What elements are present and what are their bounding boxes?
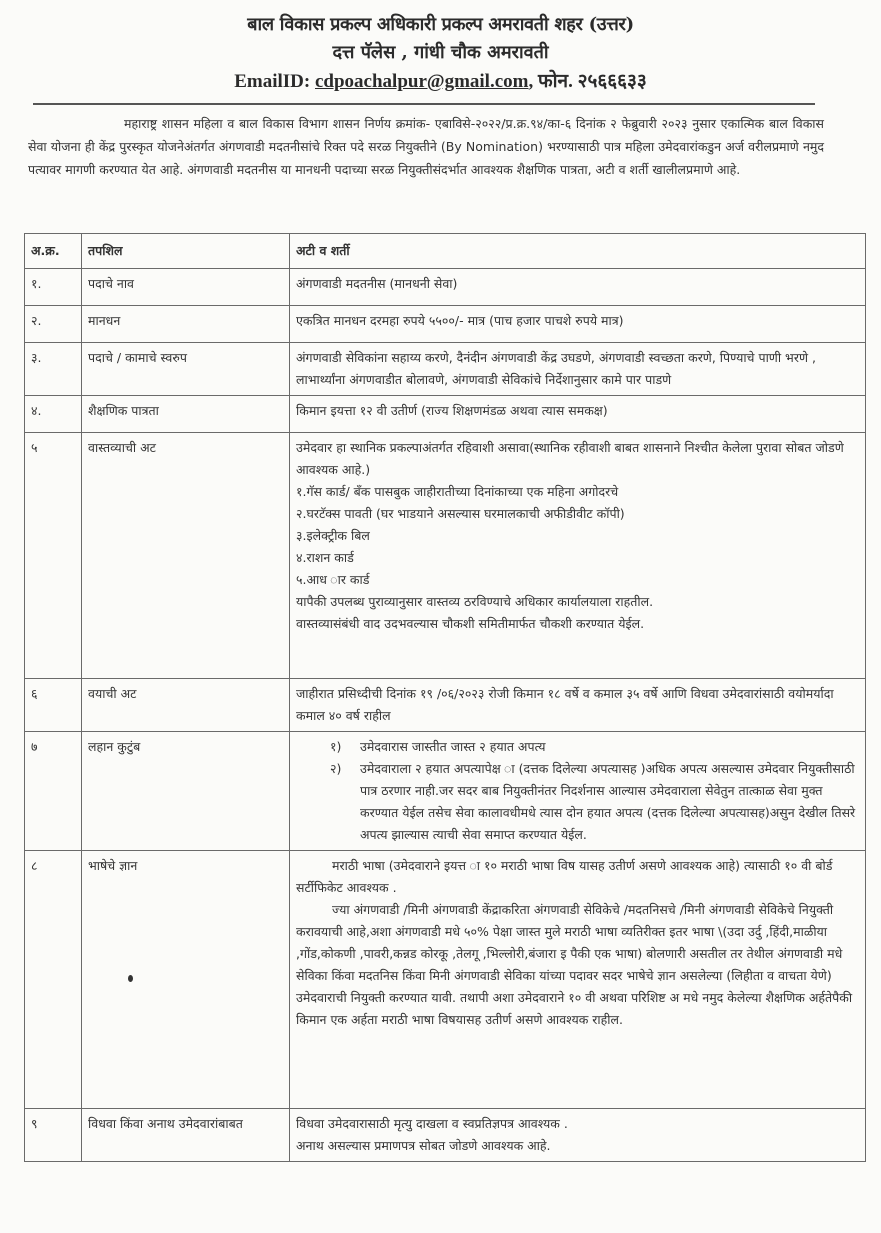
term-line: वास्तव्यासंबंधी वाद उदभवल्यास चौकशी समितीमार्फत चौकशी करण्यात येईल. bbox=[296, 616, 645, 631]
row-serial: २. bbox=[25, 306, 82, 343]
intro-paragraph bbox=[28, 112, 824, 181]
row-terms bbox=[290, 1109, 866, 1162]
header-terms: अटी व शर्ती bbox=[290, 234, 866, 269]
ink-smudge bbox=[128, 975, 133, 982]
row-serial: ९ bbox=[25, 1109, 82, 1162]
row-terms bbox=[290, 306, 866, 343]
table-row bbox=[25, 269, 866, 306]
list-text: उमेदवाराला २ हयात अपत्यापेक्ष ा (दत्तक दिलेल्या अपत्यासह )अधिक अपत्य असल्यास उमेदवार नियुक्तीसाठी पात्र ठरणार नाही.जर सदर बाब नियुक्तीनंतर निदर्शनास आल्यास उमेदवाराला सेवेतुन तात्काळ सेवा मुक्त करण्यात येईल तसेच सेवा कालावधीमधे त्यास दोन हयात अपत्य (दत्तक दिलेल्या अपत्यासह)असुन देखील तिसरे अपत्य झाल्यास त्याची सेवा समाप्त करण्यात येईल. bbox=[360, 761, 856, 842]
row-serial: ७ bbox=[25, 732, 82, 851]
office-name: बाल विकास प्रकल्प अधिकारी प्रकल्प अमरावती शहर (उत्तर) bbox=[247, 14, 634, 35]
row-detail: वयाची अट bbox=[82, 679, 290, 732]
row-terms bbox=[290, 679, 866, 732]
phone-number: २५६६६३३ bbox=[577, 71, 647, 92]
row-terms bbox=[290, 269, 866, 306]
row-serial: १. bbox=[25, 269, 82, 306]
list-text: उमेदवारास जास्तीत जास्त २ हयात अपत्य bbox=[360, 739, 546, 754]
contact-line bbox=[0, 68, 881, 96]
table-row bbox=[25, 396, 866, 433]
row-terms bbox=[290, 732, 866, 851]
header-divider bbox=[33, 103, 815, 105]
table-row bbox=[25, 306, 866, 343]
table-row bbox=[25, 343, 866, 396]
row-serial: ३. bbox=[25, 343, 82, 396]
term-paragraph bbox=[296, 899, 859, 1031]
row-serial: ५ bbox=[25, 433, 82, 679]
row-terms bbox=[290, 433, 866, 679]
row-terms bbox=[290, 851, 866, 1109]
row-detail: पदाचे नाव bbox=[82, 269, 290, 306]
list-number: २) bbox=[330, 761, 342, 776]
row-detail: पदाचे / कामाचे स्वरुप bbox=[82, 343, 290, 396]
term-line: उमेदवार हा स्थानिक प्रकल्पाअंतर्गत रहिवाशी असावा(स्थानिक रहीवाशी बाबत शासनाने निश्चीत केलेला पुरावा सोबत जोडणे आवश्यक आहे.) bbox=[296, 440, 844, 477]
terms-table bbox=[24, 233, 866, 1162]
row-serial: ४. bbox=[25, 396, 82, 433]
term-line: ५.आध ार कार्ड bbox=[296, 572, 370, 587]
office-address: दत्त पॅलेस , गांधी चौक अमरावती bbox=[332, 42, 549, 63]
row-serial: ८ bbox=[25, 851, 82, 1109]
list-item bbox=[296, 758, 859, 846]
row-detail: वास्तव्याची अट bbox=[82, 433, 290, 679]
list-item bbox=[296, 736, 859, 758]
term-line: २.घरटॅक्स पावती (घर भाडयाने असल्यास घरमालकाची अफीडीवीट कॉपी) bbox=[296, 506, 625, 521]
term-paragraph bbox=[296, 855, 859, 899]
term-line: १.गॅस कार्ड/ बँक पासबुक जाहीरातीच्या दिनांकाच्या एक महिना अगोदरचे bbox=[296, 484, 619, 499]
term-line: एकत्रित मानधन दरमहा रुपये ५५००/- मात्र (पाच हजार पाचशे रुपये मात्र) bbox=[296, 313, 624, 328]
letterhead bbox=[0, 12, 881, 96]
term-line: जाहीरात प्रसिध्दीची दिनांक १९ /०६/२०२३ रोजी किमान १८ वर्षे व कमाल ३५ वर्षे आणि विधवा उमेदवारांसाठी वयोमर्यादा कमाल ४० वर्ष राहील bbox=[296, 686, 834, 723]
phone-label: , फोन. bbox=[528, 71, 578, 92]
row-terms bbox=[290, 396, 866, 433]
term-line: अंगणवाडी मदतनीस (मानधनी सेवा) bbox=[296, 276, 458, 291]
list-number: १) bbox=[330, 739, 342, 754]
row-detail: भाषेचे ज्ञान bbox=[82, 851, 290, 1109]
term-line: किमान इयत्ता १२ वी उतीर्ण (राज्य शिक्षणमंडळ अथवा त्यास समकक्ष) bbox=[296, 403, 608, 418]
email-link[interactable]: cdpoachalpur@gmail.com bbox=[314, 71, 529, 92]
table-header-row bbox=[25, 234, 866, 269]
term-line: अंगणवाडी सेविकांना सहाय्य करणे, दैनंदीन अंगणवाडी केंद्र उघडणे, अंगणवाडी स्वच्छता करणे, पिण्याचे पाणी भरणे , लाभार्थ्यांना अंगणवाडीत बोलावणे, अंगणवाडी सेविकांचे निर्देशानुसार कामे पार पाडणे bbox=[296, 350, 816, 387]
table-row bbox=[25, 851, 866, 1109]
email-label: EmailID: bbox=[234, 71, 315, 92]
term-line: विधवा उमेदवारासाठी मृत्यु दाखला व स्वप्रतिज्ञपत्र आवश्यक . bbox=[296, 1116, 568, 1131]
table-row bbox=[25, 732, 866, 851]
table-row bbox=[25, 1109, 866, 1162]
term-line: ३.इलेक्ट्रीक बिल bbox=[296, 528, 370, 543]
term-line: यापैकी उपलब्ध पुराव्यानुसार वास्तव्य ठरविण्याचे अधिकार कार्यालयाला राहतील. bbox=[296, 594, 654, 609]
term-line: ४.राशन कार्ड bbox=[296, 550, 354, 565]
row-detail: शैक्षणिक पात्रता bbox=[82, 396, 290, 433]
paragraph-text: मराठी भाषा (उमेदवाराने इयत्त ा १० मराठी भाषा विष यासह उतीर्ण असणे आवश्यक आहे) त्यासाठी १० वी बोर्ड सर्टीफिकेट आवश्यक . bbox=[296, 858, 833, 895]
term-line: अनाथ असल्यास प्रमाणपत्र सोबत जोडणे आवश्यक आहे. bbox=[296, 1138, 551, 1153]
row-detail: मानधन bbox=[82, 306, 290, 343]
header-serial: अ.क्र. bbox=[25, 234, 82, 269]
row-serial: ६ bbox=[25, 679, 82, 732]
intro-text: महाराष्ट्र शासन महिला व बाल विकास विभाग शासन निर्णय क्रमांक- एबाविसे-२०२२/प्र.क्र.९४/का-६ दिनांक २ फेब्रुवारी २०२३ नुसार एकात्मिक बाल विकास सेवा योजना ही केंद्र पुरस्कृत योजनेअंतर्गत अंगणवाडी मदतनीसांचे रिक्त पदे सरळ नियुक्तीने (By Nomination) भरण्यासाठी पात्र महिला उमेदवारांकडुन अर्ज वरीलप्रमाणे नमुद पत्यावर मागणी करण्यात येत आहे. अंगणवाडी मदतनीस या मानधनी पदाच्या सरळ नियुक्तीसंदर्भात आवश्यक शैक्षणिक पात्रता, अटी व शर्ती खालीलप्रमाणे आहे. bbox=[28, 116, 824, 177]
table-row bbox=[25, 433, 866, 679]
header-detail: तपशिल bbox=[82, 234, 290, 269]
row-detail: विधवा किंवा अनाथ उमेदवारांबाबत bbox=[82, 1109, 290, 1162]
row-terms bbox=[290, 343, 866, 396]
row-detail: लहान कुटुंब bbox=[82, 732, 290, 851]
paragraph-text: ज्या अंगणवाडी /मिनी अंगणवाडी केंद्राकरिता अंगणवाडी सेविकेचे /मदतनिसचे /मिनी अंगणवाडी सेविकेचे नियुक्ती करावयाची आहे,अशा अंगणवाडी मधे ५०% पेक्षा जास्त मुले मराठी भाषा व्यतिरीक्त इतर भाषा \(उदा उर्दु ,हिंदी,माळीया ,गोंड,कोकणी ,पावरी,कन्नड कोरकू ,तेलगू ,भिल्लोरी,बंजारा इ पैकी एक भाषा) बोलणारी असतील तर तेथील अंगणवाडी मधे सेविका किंवा मदतनिस किंवा मिनी अंगणवाडी सेविका यांच्या पदावर सदर भाषेचे ज्ञान असलेल्या (लिहीता व वाचता येणे) उमेदवाराची नियुक्ती करण्यात यावी. तथापी अशा उमेदवाराने १० वी अथवा परिशिष्ट अ मधे नमुद केलेल्या शैक्षणिक अर्हतेपैकी किमान एक अर्हता मराठी भाषा विषयासह उतीर्ण असणे आवश्यक राहील. bbox=[296, 902, 853, 1027]
table-row bbox=[25, 679, 866, 732]
